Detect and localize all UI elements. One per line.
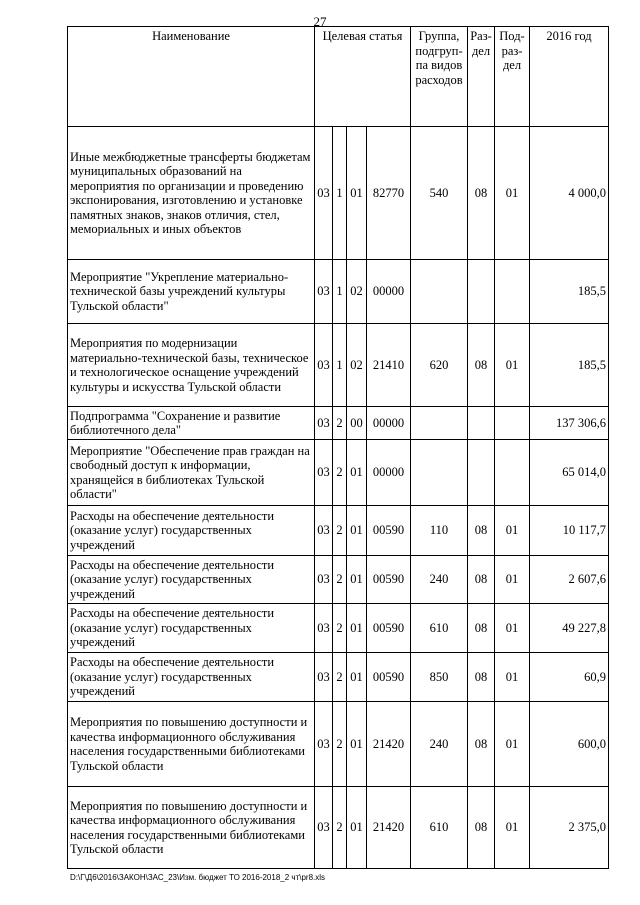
target-direction-code: 21420 (367, 787, 411, 869)
subsection-code: 01 (495, 787, 530, 869)
amount-2016: 185,5 (530, 324, 609, 407)
target-subprogram-code: 2 (333, 407, 347, 440)
target-direction-code: 21420 (367, 702, 411, 787)
expense-group-code: 110 (411, 506, 468, 556)
target-event-code: 01 (347, 127, 367, 260)
expense-group-code: 240 (411, 556, 468, 604)
section-code: 08 (468, 702, 495, 787)
target-event-code: 01 (347, 440, 367, 506)
subsection-code (495, 440, 530, 506)
subsection-code: 01 (495, 556, 530, 604)
row-name: Подпрограмма "Сохранение и развитие библиотечного дела" (68, 407, 315, 440)
target-direction-code: 00590 (367, 653, 411, 702)
section-code: 08 (468, 324, 495, 407)
target-subprogram-code: 2 (333, 653, 347, 702)
row-name: Расходы на обеспечение деятельности (оказание услуг) государственных учреждений (68, 506, 315, 556)
section-code: 08 (468, 127, 495, 260)
table-row (68, 260, 609, 324)
subsection-code: 01 (495, 604, 530, 653)
amount-2016: 4 000,0 (530, 127, 609, 260)
expense-group-code: 240 (411, 702, 468, 787)
amount-2016: 2 375,0 (530, 787, 609, 869)
target-event-code: 01 (347, 787, 367, 869)
row-name: Расходы на обеспечение деятельности (оказание услуг) государственных учреждений (68, 653, 315, 702)
subsection-code: 01 (495, 702, 530, 787)
target-subprogram-code: 2 (333, 506, 347, 556)
row-name: Мероприятие "Обеспечение прав граждан на свободный доступ к информации, хранящейся в библиотеках Тульской области" (68, 440, 315, 506)
section-code: 08 (468, 506, 495, 556)
section-code: 08 (468, 787, 495, 869)
amount-2016: 49 227,8 (530, 604, 609, 653)
row-name: Иные межбюджетные трансферты бюджетам муниципальных образований на мероприятия по организации и проведению экспонирования, изготовлению и установке памятных знаков, знаков отличия, стел, мемориальных и иных объектов (68, 127, 315, 260)
target-program-code: 03 (315, 506, 333, 556)
target-program-code: 03 (315, 260, 333, 324)
section-code: 08 (468, 604, 495, 653)
table-row (68, 787, 609, 869)
table-row (68, 506, 609, 556)
expense-group-code: 850 (411, 653, 468, 702)
subsection-code: 01 (495, 653, 530, 702)
target-event-code: 01 (347, 556, 367, 604)
target-subprogram-code: 1 (333, 324, 347, 407)
expense-group-code: 610 (411, 787, 468, 869)
row-name: Мероприятия по повышению доступности и качества информационного обслуживания населения государственными библиотеками Тульской области (68, 787, 315, 869)
target-subprogram-code: 2 (333, 604, 347, 653)
target-event-code: 01 (347, 702, 367, 787)
target-event-code: 02 (347, 260, 367, 324)
target-subprogram-code: 2 (333, 440, 347, 506)
header-subsection: Под-раз-дел (495, 27, 530, 127)
row-name: Расходы на обеспечение деятельности (оказание услуг) государственных учреждений (68, 556, 315, 604)
subsection-code: 01 (495, 324, 530, 407)
header-section: Раз-дел (468, 27, 495, 127)
section-code: 08 (468, 556, 495, 604)
target-program-code: 03 (315, 604, 333, 653)
header-year: 2016 год (530, 27, 609, 127)
target-program-code: 03 (315, 440, 333, 506)
header-row (68, 27, 609, 127)
section-code: 08 (468, 653, 495, 702)
page-number: 27 (313, 14, 327, 29)
row-name: Расходы на обеспечение деятельности (оказание услуг) государственных учреждений (68, 604, 315, 653)
table-row (68, 127, 609, 260)
amount-2016: 137 306,6 (530, 407, 609, 440)
target-program-code: 03 (315, 653, 333, 702)
target-event-code: 00 (347, 407, 367, 440)
table-row (68, 556, 609, 604)
expense-group-code: 620 (411, 324, 468, 407)
target-direction-code: 00000 (367, 440, 411, 506)
amount-2016: 65 014,0 (530, 440, 609, 506)
row-name: Мероприятия по модернизации материально-технической базы, техническое и технологическое оснащение учреждений культуры и искусства Тульской области (68, 324, 315, 407)
table-row (68, 653, 609, 702)
row-name: Мероприятия по повышению доступности и качества информационного обслуживания населения государственными библиотеками Тульской области (68, 702, 315, 787)
header-group: Группа, подгруп-па видов расходов (411, 27, 468, 127)
budget-table (67, 26, 609, 869)
file-path-footer: D:\Г\Д6\2016\ЗАКОН\ЗАС_23\Изм. бюджет ТО 2016-2018_2 чт\pr8.xls (70, 873, 326, 882)
target-direction-code: 00590 (367, 604, 411, 653)
target-direction-code: 00000 (367, 407, 411, 440)
target-program-code: 03 (315, 407, 333, 440)
target-event-code: 01 (347, 653, 367, 702)
target-program-code: 03 (315, 702, 333, 787)
target-subprogram-code: 2 (333, 787, 347, 869)
expense-group-code (411, 260, 468, 324)
header-name: Наименование (68, 27, 315, 127)
table-row (68, 324, 609, 407)
target-program-code: 03 (315, 324, 333, 407)
amount-2016: 600,0 (530, 702, 609, 787)
target-subprogram-code: 2 (333, 702, 347, 787)
section-code (468, 260, 495, 324)
target-subprogram-code: 1 (333, 260, 347, 324)
target-direction-code: 00590 (367, 556, 411, 604)
expense-group-code: 610 (411, 604, 468, 653)
target-event-code: 02 (347, 324, 367, 407)
subsection-code: 01 (495, 506, 530, 556)
table-row (68, 702, 609, 787)
target-program-code: 03 (315, 556, 333, 604)
header-target: Целевая статья (315, 27, 411, 127)
subsection-code (495, 407, 530, 440)
table-row (68, 440, 609, 506)
target-direction-code: 82770 (367, 127, 411, 260)
subsection-code (495, 260, 530, 324)
amount-2016: 10 117,7 (530, 506, 609, 556)
expense-group-code (411, 407, 468, 440)
amount-2016: 60,9 (530, 653, 609, 702)
table-row (68, 604, 609, 653)
target-event-code: 01 (347, 604, 367, 653)
target-event-code: 01 (347, 506, 367, 556)
target-direction-code: 21410 (367, 324, 411, 407)
target-program-code: 03 (315, 127, 333, 260)
row-name: Мероприятие "Укрепление материально-технической базы учреждений культуры Тульской области" (68, 260, 315, 324)
amount-2016: 2 607,6 (530, 556, 609, 604)
table-row (68, 407, 609, 440)
target-subprogram-code: 1 (333, 127, 347, 260)
expense-group-code: 540 (411, 127, 468, 260)
expense-group-code (411, 440, 468, 506)
target-direction-code: 00000 (367, 260, 411, 324)
section-code (468, 407, 495, 440)
target-program-code: 03 (315, 787, 333, 869)
subsection-code: 01 (495, 127, 530, 260)
target-subprogram-code: 2 (333, 556, 347, 604)
section-code (468, 440, 495, 506)
target-direction-code: 00590 (367, 506, 411, 556)
amount-2016: 185,5 (530, 260, 609, 324)
